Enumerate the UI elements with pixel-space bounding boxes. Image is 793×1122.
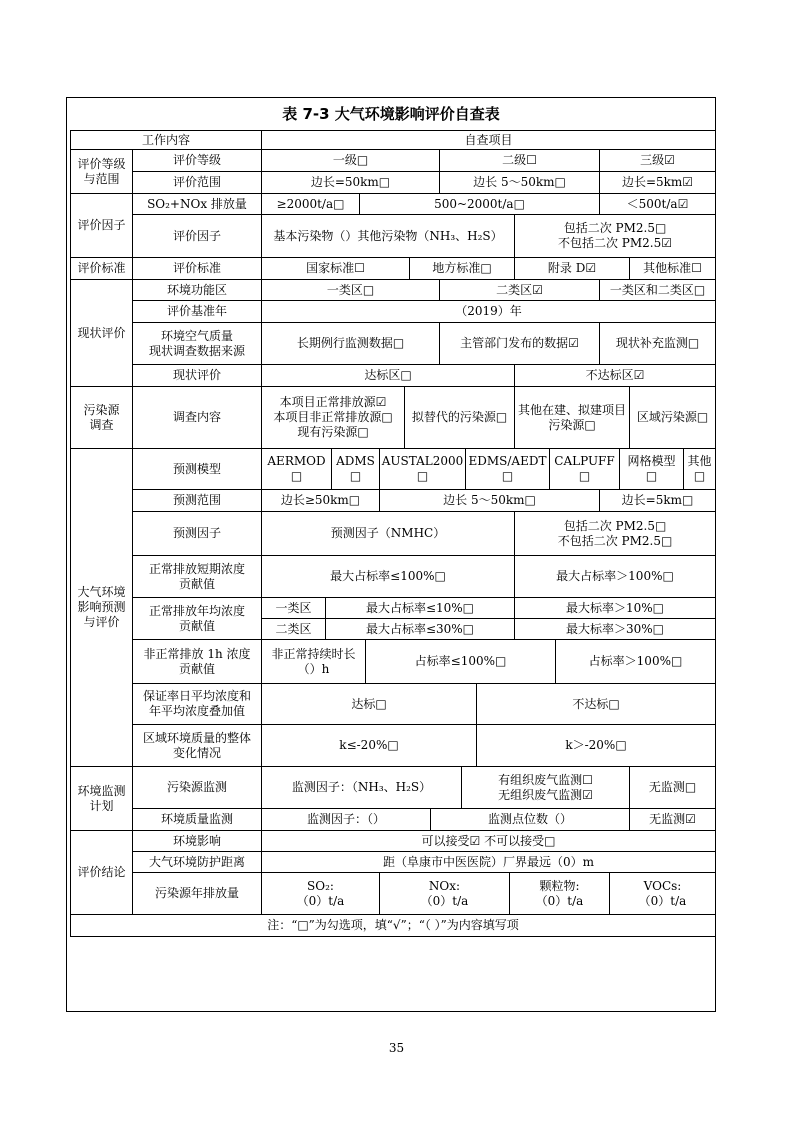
predict-abnormal-label-text: 非正常排放 1h 浓度 贡献值 (143, 646, 251, 676)
survey-group (70, 387, 133, 449)
monitor-env-points: 监测点位数（） (431, 809, 630, 831)
predict-short-2: 最大占标率＞100%□ (515, 556, 716, 598)
predict-guarantee-label (133, 684, 262, 725)
predict-annual-zone-2-b: 最大标率＞30%□ (515, 619, 716, 640)
predict-region-2: k＞-20%□ (477, 725, 716, 767)
conclusion-group: 评价结论 (70, 831, 133, 915)
predict-model-label: 预测模型 (133, 449, 262, 490)
predict-model-adms (332, 449, 380, 490)
predict-model-austal2000-text: AUSTAL2000 □ (381, 454, 464, 483)
predict-model-edms (466, 449, 550, 490)
survey-project-sources (262, 387, 405, 449)
predict-model-adms-text: ADMS □ (336, 454, 375, 483)
monitor-source-factor: 监测因子：（NH₃、H₂S） (262, 767, 462, 809)
predict-factor-pm25-text: 包括二次 PM2.5□ (563, 518, 667, 533)
predict-abnormal-1: 占标率≤100%□ (366, 640, 556, 684)
predict-guarantee-1: 达标□ (262, 684, 477, 725)
predict-annual-label-text: 正常排放年均浓度 贡献值 (148, 603, 245, 633)
predict-range-1: 边长≥50km□ (262, 490, 380, 512)
monitor-group (70, 767, 133, 831)
grade-level-2: 二级☐ (440, 150, 600, 172)
grade-range-label: 评价范围 (133, 172, 262, 194)
conclusion-distance: 距（阜康市中医医院）厂界最远（0）m (262, 852, 716, 873)
monitor-env-none: 无监测☑ (630, 809, 716, 831)
conclusion-emission-label: 污染源年排放量 (133, 873, 262, 915)
factor-pm25 (515, 215, 716, 258)
grade-range-2: 边长 5～50km□ (440, 172, 600, 194)
factor-pm25-text: 不包括二次 PM2.5☑ (557, 236, 673, 250)
predict-model-aermod (262, 449, 332, 490)
grade-range-3: 边长=5km☑ (600, 172, 716, 194)
predict-model-grid-text: 网格模型 □ (627, 454, 676, 483)
survey-other-projects (515, 387, 630, 449)
standard-appendix-d: 附录 D☑ (515, 258, 630, 280)
conclusion-emission-so2-text: SO₂: （0）t/a (296, 878, 345, 908)
survey-project-sources-text: 本项目正常排放源☑ 本项目非正常排放源□ 现有污染源□ (273, 395, 393, 439)
predict-range-label: 预测范围 (133, 490, 262, 512)
conclusion-impact-label: 环境影响 (133, 831, 262, 852)
predict-model-calpuff (550, 449, 620, 490)
predict-guarantee-label-text: 保证率日平均浓度和 年平均浓度叠加值 (142, 689, 251, 718)
conclusion-emission-pm (510, 873, 610, 915)
predict-factor: 预测因子（NMHC） (262, 512, 515, 556)
predict-model-other-text: 其他 □ (687, 454, 712, 483)
conclusion-impact: 可以接受☑ 不可以接受□ (262, 831, 716, 852)
predict-annual-label (133, 598, 262, 640)
status-source-3: 现状补充监测□ (600, 323, 716, 365)
predict-annual-zone-1-a: 最大占标率≤10%□ (326, 598, 515, 619)
monitor-env-label: 环境质量监测 (133, 809, 262, 831)
monitor-source-none: 无监测□ (630, 767, 716, 809)
predict-short-1: 最大占标率≤100%□ (262, 556, 515, 598)
predict-region-label-text: 区域环境质量的整体 变化情况 (142, 730, 251, 760)
status-year: （2019）年 (262, 301, 716, 323)
status-group: 现状评价 (70, 280, 133, 387)
monitor-source-type (462, 767, 630, 809)
table-title: 表 7-3 大气环境影响评价自查表 (282, 105, 500, 123)
status-eval-1: 达标区□ (262, 365, 515, 387)
predict-group-text: 大气环境 影响预测 与评价 (77, 585, 126, 629)
status-source-1: 长期例行监测数据□ (262, 323, 440, 365)
conclusion-distance-label: 大气环境防护距离 (133, 852, 262, 873)
predict-annual-zone-2-a: 最大占标率≤30%□ (326, 619, 515, 640)
grade-group (70, 150, 133, 194)
monitor-source-label: 污染源监测 (133, 767, 262, 809)
survey-label: 调查内容 (133, 387, 262, 449)
standard-national: 国家标准☐ (262, 258, 410, 280)
predict-model-austal2000 (380, 449, 466, 490)
page-number: 35 (388, 1041, 405, 1055)
grade-level-label: 评价等级 (133, 150, 262, 172)
monitor-group-text: 环境监测 计划 (77, 783, 126, 813)
predict-model-grid (620, 449, 684, 490)
conclusion-emission-nox (380, 873, 510, 915)
factor-so2-label: SO₂+NOx 排放量 (133, 194, 262, 215)
monitor-source-type-text: 有组织废气监测☐ 无组织废气监测☑ (498, 772, 593, 802)
predict-factor-label: 预测因子 (133, 512, 262, 556)
status-zone-label: 环境功能区 (133, 280, 262, 301)
standard-label: 评价标准 (133, 258, 262, 280)
predict-region-label (133, 725, 262, 767)
conclusion-emission-nox-text: NOx: （0）t/a (420, 878, 469, 908)
predict-model-edms-text: EDMS/AEDT □ (468, 454, 547, 483)
predict-model-aermod-text: AERMOD □ (267, 454, 326, 483)
factor-group: 评价因子 (70, 194, 133, 258)
conclusion-emission-vocs (610, 873, 716, 915)
predict-annual-zone-1-b: 最大标率＞10%□ (515, 598, 716, 619)
status-eval-2: 不达标区☑ (515, 365, 716, 387)
predict-abnormal-label (133, 640, 262, 684)
survey-replaced-sources: 拟替代的污染源□ (405, 387, 515, 449)
factor-label: 评价因子 (133, 215, 262, 258)
predict-annual-zone-1: 一类区 (262, 598, 326, 619)
grade-level-1: 一级□ (262, 150, 440, 172)
status-eval-label: 现状评价 (133, 365, 262, 387)
survey-group-text: 污染源 调查 (83, 402, 120, 432)
factor-so2-2: 500~2000t/a□ (360, 194, 600, 215)
survey-other-projects-text: 其他在建、拟建项目 污染源□ (517, 402, 626, 432)
factor-so2-3: ＜500t/a☑ (600, 194, 716, 215)
predict-short-label (133, 556, 262, 598)
predict-guarantee-2: 不达标□ (477, 684, 716, 725)
predict-abnormal-duration (262, 640, 366, 684)
monitor-env-factor: 监测因子：（） (262, 809, 431, 831)
conclusion-emission-pm-text: 颗粒物: （0）t/a (535, 878, 584, 908)
status-source-label-text: 环境空气质量 现状调查数据来源 (148, 328, 245, 358)
predict-range-3: 边长=5km□ (600, 490, 716, 512)
header-items: 自查项目 (262, 130, 716, 150)
grade-group-text: 评价等级 与范围 (77, 156, 126, 186)
status-zone-2: 二类区☑ (440, 280, 600, 301)
predict-annual-zone-2: 二类区 (262, 619, 326, 640)
grade-range-1: 边长=50km□ (262, 172, 440, 194)
predict-group (70, 449, 133, 767)
status-source-2: 主管部门发布的数据☑ (440, 323, 600, 365)
grade-level-3: 三级☑ (600, 150, 716, 172)
predict-factor-pm25-text: 不包括二次 PM2.5□ (557, 533, 673, 548)
status-year-label: 评价基准年 (133, 301, 262, 323)
predict-region-1: k≤-20%□ (262, 725, 477, 767)
status-zone-1: 一类区□ (262, 280, 440, 301)
factor-basic: 基本污染物（）其他污染物（NH₃、H₂S） (262, 215, 515, 258)
standard-other: 其他标准☐ (630, 258, 716, 280)
predict-short-label-text: 正常排放短期浓度 贡献值 (148, 561, 245, 591)
conclusion-emission-vocs-text: VOCs: （0）t/a (638, 878, 687, 908)
table-note: 注：“□”为勾选项，填“√”；“（ ）”为内容填写项 (70, 915, 716, 937)
predict-model-other (684, 449, 716, 490)
predict-model-calpuff-text: CALPUFF □ (554, 454, 615, 483)
status-zone-3: 一类区和二类区□ (600, 280, 716, 301)
factor-pm25-text: 包括二次 PM2.5□ (563, 221, 667, 235)
standard-local: 地方标准□ (410, 258, 515, 280)
conclusion-emission-so2 (262, 873, 380, 915)
predict-abnormal-2: 占标率＞100%□ (556, 640, 716, 684)
standard-group: 评价标准 (70, 258, 133, 280)
header-work: 工作内容 (70, 130, 262, 150)
status-source-label (133, 323, 262, 365)
factor-so2-1: ≥2000t/a□ (262, 194, 360, 215)
predict-abnormal-duration-text: 非正常持续时长 （）h (271, 646, 356, 676)
predict-factor-pm25 (515, 512, 716, 556)
predict-range-2: 边长 5～50km□ (380, 490, 600, 512)
survey-regional-sources: 区域污染源□ (630, 387, 716, 449)
